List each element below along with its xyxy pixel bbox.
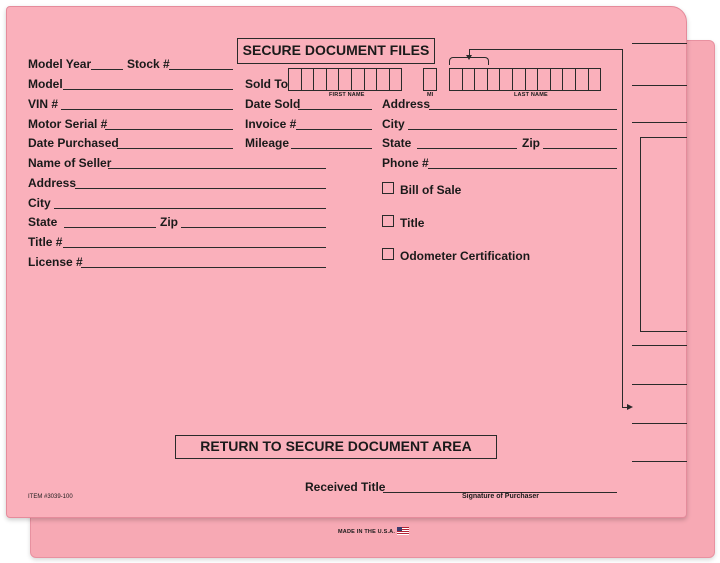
motor-serial-label: Motor Serial # (28, 117, 108, 131)
page-title: SECURE DOCUMENT FILES (237, 38, 435, 64)
bill-of-sale-checkbox[interactable] (382, 182, 394, 194)
seller-zip-label: Zip (160, 215, 178, 229)
buyer-state-label: State (382, 136, 412, 150)
front-folder (6, 6, 687, 518)
stock-field[interactable] (169, 69, 233, 70)
buyer-state-field[interactable] (417, 148, 517, 149)
invoice-field[interactable] (296, 129, 372, 130)
seller-state-label: State (28, 215, 58, 229)
middle-initial-box[interactable] (423, 68, 436, 91)
bill-of-sale-label: Bill of Sale (400, 183, 462, 197)
vin-label: VIN # (28, 97, 59, 111)
buyer-address-label: Address (382, 97, 431, 111)
mileage-field[interactable] (291, 148, 372, 149)
buyer-zip-field[interactable] (543, 148, 617, 149)
model-year-field[interactable] (91, 69, 123, 70)
date-sold-label: Date Sold (245, 97, 301, 111)
first-name-caption: FIRST NAME (329, 92, 365, 98)
seller-city-field[interactable] (54, 208, 326, 209)
date-sold-field[interactable] (298, 109, 372, 110)
date-purchased-field[interactable] (117, 148, 233, 149)
phone-label: Phone # (382, 156, 429, 170)
title-number-field[interactable] (63, 247, 326, 248)
seller-state-field[interactable] (64, 227, 156, 228)
motor-serial-field[interactable] (105, 129, 233, 130)
model-year-label: Model Year (28, 57, 92, 71)
buyer-city-label: City (382, 117, 405, 131)
made-in-label: MADE IN THE U.S.A. (338, 529, 396, 535)
middle-initial-caption: MI (427, 92, 434, 98)
date-purchased-label: Date Purchased (28, 136, 119, 150)
back-folder-box (640, 137, 687, 332)
license-field[interactable] (81, 267, 326, 268)
phone-field[interactable] (428, 168, 617, 169)
arrow-head-up-icon (466, 55, 472, 60)
seller-address-field[interactable] (75, 188, 326, 189)
return-banner: RETURN TO SECURE DOCUMENT AREA (175, 435, 497, 459)
buyer-zip-label: Zip (522, 136, 540, 150)
model-label: Model (28, 77, 63, 91)
odometer-checkbox[interactable] (382, 248, 394, 260)
vin-field[interactable] (61, 109, 233, 110)
title-check-label: Title (400, 216, 425, 230)
title-checkbox[interactable] (382, 215, 394, 227)
sold-to-label: Sold To (245, 77, 289, 91)
buyer-address-field[interactable] (429, 109, 617, 110)
arrow-head-icon (627, 404, 633, 410)
seller-city-label: City (28, 196, 51, 210)
last-name-boxes[interactable] (449, 68, 600, 91)
received-title-label: Received Title (305, 480, 386, 494)
model-field[interactable] (63, 89, 233, 90)
item-number: ITEM #3039-100 (28, 494, 73, 500)
buyer-city-field[interactable] (408, 129, 617, 130)
first-name-boxes[interactable] (288, 68, 401, 91)
usa-flag-icon (397, 527, 409, 535)
seller-address-label: Address (28, 176, 77, 190)
name-of-seller-label: Name of Seller (28, 156, 112, 170)
last-name-caption: LAST NAME (514, 92, 548, 98)
name-of-seller-field[interactable] (108, 168, 326, 169)
invoice-label: Invoice # (245, 117, 297, 131)
seller-zip-field[interactable] (181, 227, 326, 228)
arrow-line-vertical (622, 49, 623, 408)
arrow-line-top (469, 49, 623, 50)
license-label: License # (28, 255, 83, 269)
signature-caption: Signature of Purchaser (462, 493, 540, 500)
stock-label: Stock # (127, 57, 170, 71)
title-number-label: Title # (28, 235, 63, 249)
mileage-label: Mileage (245, 136, 290, 150)
odometer-label: Odometer Certification (400, 249, 531, 263)
